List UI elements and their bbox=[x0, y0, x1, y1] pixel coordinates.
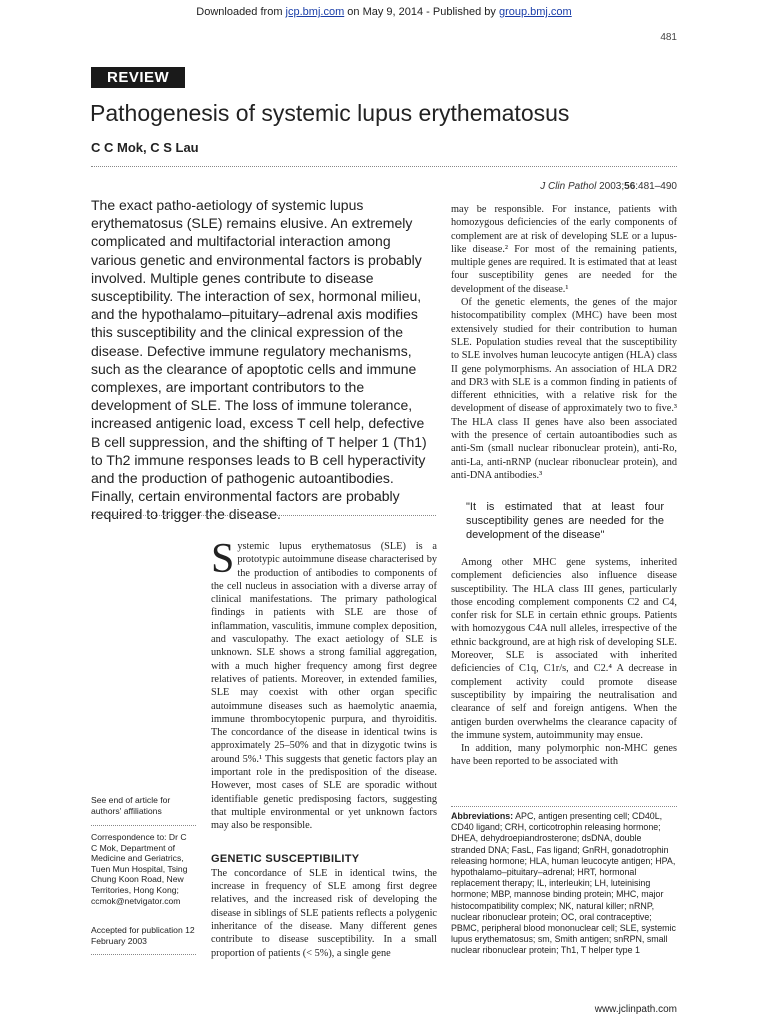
abstract: The exact patho-aetiology of systemic lupus erythematosus (SLE) remains elusive. An extremely complicated and multifactorial interaction among various genetic and environmental factors is probably involved. Multiple genes contribute to disease susceptibility. The interaction of sex, hormonal milieu, and the hypothalamo–pituitary–adrenal axis modifies this susceptibility and the clinical expression of the disease. Defective immune regulatory mechanisms, such as the clearance of apoptotic cells and immune complexes, are important contributors to the development of SLE. The loss of immune tolerance, increased antigenic load, excess T cell help, defective B cell suppression, and the shifting of T helper 1 (Th1) to Th2 immune responses leads to B cell hyperactivity and the production of pathogenic autoantibodies. Finally, certain environmental factors are probably required to trigger the disease. bbox=[91, 197, 427, 523]
right-paragraph-3: Among other MHC gene systems, inherited complement deficiencies also influence disease susceptibility. The HLA class III genes, particularly those encoding complement components C2 and C4, confer risk for SLE in certain ethnic groups. Patients with homozygous C4A null alleles, irrespective of the ethnic background, are at high risk of developing SLE. Moreover, SLE is associated with inherited deficiencies of C1q, C1r/s, and C2.⁴ A decrease in complement activity could promote disease susceptibility by impairing the neutralisation and clearance of self and foreign antigens. When the antigen burden overwhelms the clearance capacity of the immune system, autoimmunity may ensue. bbox=[451, 557, 677, 741]
citation-pages: :481–490 bbox=[635, 181, 677, 192]
right-paragraph-2: Of the genetic elements, the genes of the major histocompatibility complex (MHC) have been most extensively studied for their contribution to human SLE. Population studies reveal that the susceptibility to SLE involves human leucocyte antigen (HLA) class II gene polymorphisms. An association of HLA DR2 and DR3 with SLE is a common finding in patients of different ethnicities, with a relative risk for the development of disease of approximately two to five.³ The HLA class II genes have also been associated with the presence of certain autoantibodies such as anti-Sm (small nuclear ribonuclear protein), anti-Ro, anti-La, anti-nRNP (nuclear ribonuclear protein), and anti-DNA antibodies.³ bbox=[451, 297, 677, 481]
citation-volume: 56 bbox=[624, 181, 636, 192]
drop-cap: S bbox=[211, 536, 235, 582]
margin-divider-1 bbox=[91, 825, 196, 826]
abbreviations-label: Abbreviations: bbox=[451, 811, 514, 821]
article-authors: C C Mok, C S Lau bbox=[91, 140, 199, 155]
download-prefix: Downloaded from bbox=[196, 6, 286, 18]
margin-divider-2 bbox=[91, 954, 196, 955]
footer-url[interactable]: www.jclinpath.com bbox=[594, 1004, 677, 1015]
title-divider bbox=[91, 166, 677, 167]
intro-text: ystemic lupus erythematosus (SLE) is a prototypic autoimmune disease characterised by the production of antibodies to components of the cell nucleus in association with a diverse array of clinical manifestations. The primary pathological findings in patients with SLE are those of inflammation, vasculitis, immune complex deposition, and vasculopathy. The exact aetiology of SLE is unknown. SLE shows a strong familial aggregation, with a much higher frequency among first degree relatives of patients. Moreover, in extended families, SLE may coexist with other organ specific autoimmune diseases such as haemolytic anaemia, immune thrombocytopenic purpura, and thyroiditis. The concordance of the disease in identical twins is approximately 25–50% and that in dizygotic twins is around 5%.¹ This suggests that genetic factors play an important role in the predisposition of the disease. However, most cases of SLE are sporadic without identifiable genetic predisposing factors, suggesting that multiple environmental or yet unknown factors may also be responsible. bbox=[211, 541, 437, 832]
abstract-divider bbox=[91, 515, 436, 516]
publisher-link[interactable]: group.bmj.com bbox=[498, 6, 572, 18]
citation bbox=[540, 181, 677, 192]
abbreviations-divider bbox=[451, 806, 677, 807]
page-number: 481 bbox=[660, 32, 677, 43]
article-title: Pathogenesis of systemic lupus erythematosus bbox=[90, 100, 570, 126]
right-paragraph-1: may be responsible. For instance, patients with homozygous deficiencies of the early components of complement are at risk of developing SLE or a lupus-like disease.² For most of the remaining patients, multiple genes are required. It is estimated that at least four susceptibility genes are needed for the development of the disease.¹ bbox=[451, 204, 677, 295]
citation-journal: J Clin Pathol bbox=[540, 181, 597, 192]
right-paragraph-4: In addition, many polymorphic non-MHC genes have been reported to be associated with bbox=[451, 743, 677, 768]
genetic-heading: GENETIC SUSCEPTIBILITY bbox=[211, 852, 360, 865]
intro-paragraph bbox=[211, 536, 437, 833]
abbreviations bbox=[451, 811, 677, 957]
genetic-paragraph: The concordance of SLE in identical twins, the increase in frequency of SLE among first degree relatives, and the increased risk of developing the disease in siblings of SLE patients reflects a polygenic inheritance of the disease. Many different genes contribute to disease susceptibility. In a small proportion of patients (< 5%), a single gene bbox=[211, 867, 437, 959]
site-link[interactable]: jcp.bmj.com bbox=[285, 6, 345, 18]
download-middle: on May 9, 2014 - Published by bbox=[344, 6, 499, 18]
pull-quote: "It is estimated that at least four susceptibility genes are needed for the development of the disease" bbox=[466, 501, 664, 541]
body-column-right-lower bbox=[451, 556, 677, 769]
citation-year: 2003; bbox=[596, 181, 625, 192]
affiliations-note: See end of article for authors' affiliations bbox=[91, 795, 171, 816]
accepted-date: Accepted for publication 12 February 2003 bbox=[91, 925, 195, 946]
body-column-right bbox=[451, 203, 677, 482]
section-badge: REVIEW bbox=[91, 67, 185, 88]
correspondence: Correspondence to: Dr C C Mok, Department of Medicine and Geriatrics, Tuen Mun Hospital, Tsing Chung Koon Road, New Territories, Hong Kong; ccmok@netvigator.com bbox=[91, 832, 188, 906]
abbreviations-text: APC, antigen presenting cell; CD40L, CD40 ligand; CRH, corticotrophin releasing hormone; DHEA, dehydroepiandrosterone; dsDNA, double stranded DNA; FasL, Fas ligand; GnRH, gonadotrophin releasing hormone; HLA, human leucocyte antigen; HPA, hypothalamo–pituitary–adrenal; HRT, hormonal replacement therapy; IL, interleukin; LH, luteinising hormone; MBP, mannose binding protein; MHC, major histocompatibility complex; NK, natural killer; nRNP, nuclear ribonuclear protein; OC, oral contraceptive; PBMC, peripheral blood mononuclear cell; SLE, systemic lupus erythematosus; sm, Smith antigen; snRPN, small nuclear ribonuclear protein; Th1, T helper type 1 bbox=[451, 811, 676, 956]
download-banner bbox=[0, 6, 768, 18]
body-column-left bbox=[211, 536, 437, 960]
